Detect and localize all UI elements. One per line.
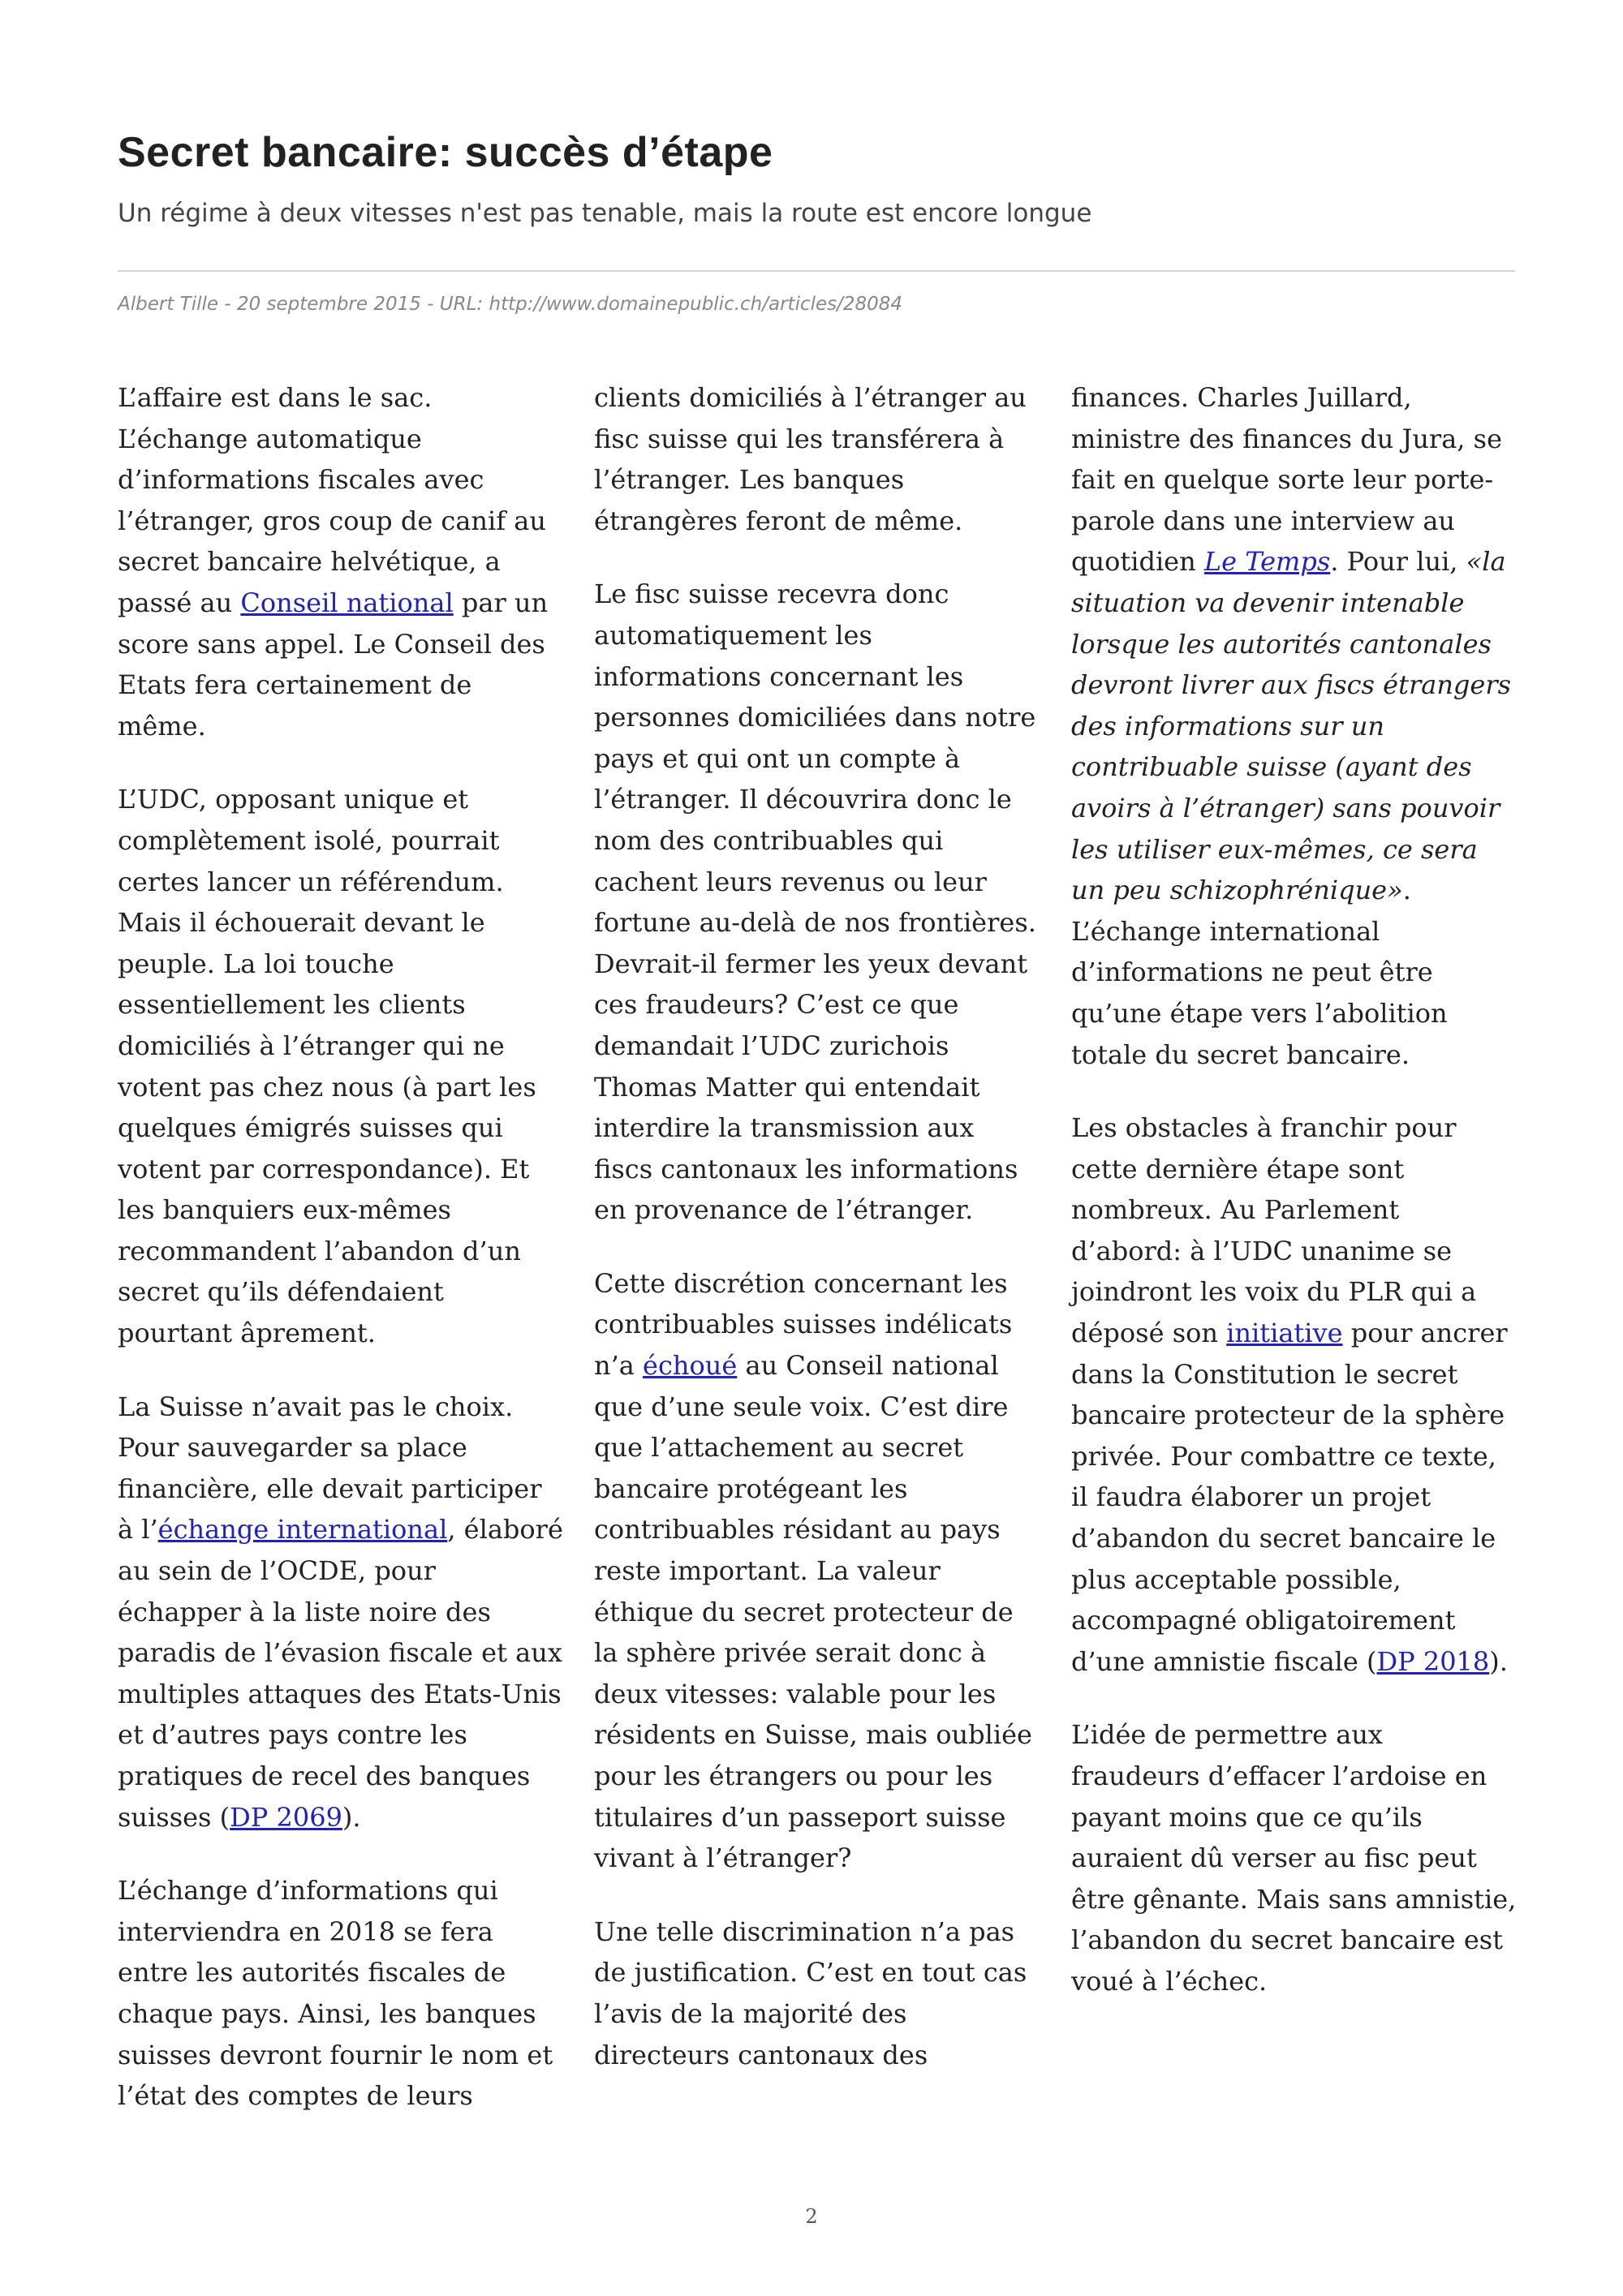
link-conseil-national[interactable]: Conseil national xyxy=(240,587,454,618)
paragraph: L’idée de permettre aux fraudeurs d’effacer l’ardoise en payant moins que ce qu’ils auraient dû verser au fisc peut être gênante. Mais sans amnistie, l’abandon du secret bancaire est voué à l’échec. xyxy=(1071,1719,1517,1997)
link-dp-2069[interactable]: DP 2069 xyxy=(230,1801,342,1833)
link-dp-2018[interactable]: DP 2018 xyxy=(1376,1645,1490,1677)
paragraph: L’UDC, opposant unique et complètement isolé, pourrait certes lancer un référendum. Mais il échouerait devant le peuple. La loi touche essentiellement les clients domiciliés à l’étranger qui ne votent pas chez nous (à part les quelques émigrés suisses qui votent par correspondance). Et les banquiers eux-mêmes recommandent l’abandon d’un secret qu’ils défendaient pourtant âprement. xyxy=(118,784,536,1349)
page-number: 2 xyxy=(805,2205,818,2228)
link-echange-international[interactable]: échange international xyxy=(157,1514,448,1546)
paragraph: Cette discrétion concernant les contribuables suisses indélicats n’a échoué au Conseil national que d’une seule voix. C’est dire que l’attachement au secret bancaire protégeant les contribuables résidant au pays reste important. La valeur éthique du secret protecteur de la sphère privée serait donc à deux vitesses: valable pour les résidents en Suisse, mais oubliée pour les étrangers ou pour les titulaires d’un passeport suisse vivant à l’étranger? xyxy=(594,1267,1032,1874)
paragraph: Une telle discrimination n’a pas de justification. C’est en tout cas l’avis de la majorité des directeurs cantonaux des xyxy=(594,1915,1027,2070)
paragraph: Le fisc suisse recevra donc automatiquement les informations concernant les personnes domiciliées dans notre pays et qui ont un compte à l’étranger. Il découvrira donc le nom des contribuables qui cachent leurs revenus ou leur fortune au-delà de nos frontières. Devrait-il fermer les yeux devant ces fraudeurs? C’est ce que demandait l’UDC zurichois Thomas Matter qui entendait interdire la transmission aux fiscs cantonaux les informations en provenance de l’étranger. xyxy=(594,578,1036,1226)
article-subtitle: Un régime à deux vitesses n'est pas tenable, mais la route est encore longue xyxy=(118,199,1092,228)
link-echoue[interactable]: échoué xyxy=(643,1350,738,1382)
article-title: Secret bancaire: succès d’étape xyxy=(118,129,773,176)
quote: «la situation va devenir intenable lorsque les autorités cantonales devront livrer aux fiscs étrangers des informations sur un contribuable suisse (ayant des avoirs à l’étranger) sans pouvoir les utiliser eux-mêmes, ce sera un peu schizophrénique» xyxy=(1071,546,1512,906)
paragraph: finances. Charles Juillard, ministre des finances du Jura, se fait en quelque sorte leur porte-parole dans une interview au quotidien Le Temps. Pour lui, «la situation va devenir intenable lorsque les autorités cantonales devront livrer aux fiscs étrangers des informations sur un contribuable suisse (ayant des avoirs à l’étranger) sans pouvoir les utiliser eux-mêmes, ce sera un peu schizophrénique». L’échange international d’informations ne peut être qu’une étape vers l’abolition totale du secret bancaire. xyxy=(1071,382,1512,1070)
paragraph: L’affaire est dans le sac. L’échange automatique d’informations fiscales avec l’étranger, gros coup de canif au secret bancaire helvétique, a passé au Conseil national par un score sans appel. Le Conseil des Etats fera certainement de même. xyxy=(118,382,549,742)
paragraph: clients domiciliés à l’étranger au fisc suisse qui les transférera à l’étranger. Les banques étrangères feront de même. xyxy=(594,382,1027,536)
paragraph: Les obstacles à franchir pour cette dernière étape sont nombreux. Au Parlement d’abord: à l’UDC unanime se joindront les voix du PLR qui a déposé son initiative pour ancrer dans la Constitution le secret bancaire protecteur de la sphère privée. Pour combattre ce texte, il faudra élaborer un projet d’abandon du secret bancaire le plus acceptable possible, accompagné obligatoirement d’une amnistie fiscale (DP 2018). xyxy=(1071,1112,1508,1677)
text-column-3 xyxy=(1071,377,1518,2035)
paragraph: L’échange d’informations qui interviendra en 2018 se fera entre les autorités fiscales de chaque pays. Ainsi, les banques suisses devront fournir le nom et l’état des comptes de leurs xyxy=(118,1875,553,2112)
header-divider xyxy=(118,270,1515,272)
link-le-temps[interactable]: Le Temps xyxy=(1203,546,1331,578)
text-column-2 xyxy=(594,377,1040,2108)
paragraph: La Suisse n’avait pas le choix. Pour sauvegarder sa place financière, elle devait participer à l’échange international, élaboré au sein de l’OCDE, pour échapper à la liste noire des paradis de l’évasion fiscale et aux multiples attaques des Etats-Unis et d’autres pays contre les pratiques de recel des banques suisses (DP 2069). xyxy=(118,1391,563,1833)
article-meta: Albert Tille - 20 septembre 2015 - URL: http://www.domainepublic.ch/articles/28084 xyxy=(118,294,903,315)
text-column-1 xyxy=(118,377,564,2149)
link-initiative[interactable]: initiative xyxy=(1226,1318,1343,1349)
